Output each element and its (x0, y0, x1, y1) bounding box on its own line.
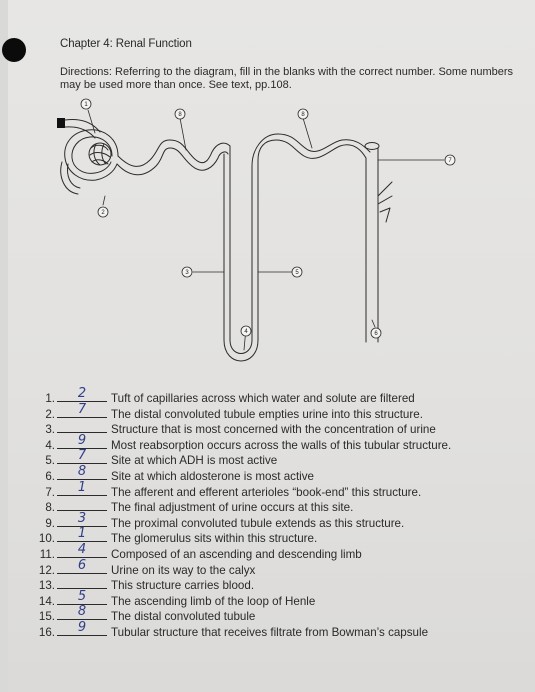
question-number: 3. (45, 423, 55, 437)
handwritten-answer: 1 (77, 479, 87, 495)
answer-blank[interactable] (57, 619, 107, 636)
svg-text:4: 4 (244, 329, 248, 336)
answer-blank[interactable] (57, 526, 107, 542)
marker-8-proximal (175, 109, 185, 119)
svg-text:7: 7 (448, 158, 452, 165)
handwritten-answer: 9 (77, 432, 87, 448)
svg-text:3: 3 (185, 270, 189, 277)
question-number: 2. (45, 407, 55, 421)
question-row (26, 401, 516, 422)
marker-7 (445, 155, 455, 165)
svg-text:8: 8 (178, 112, 182, 119)
question-row (26, 619, 516, 640)
marker-5 (292, 267, 302, 277)
marker-3 (182, 267, 192, 277)
loop-of-henle (224, 340, 258, 361)
question-text: The distal convoluted tubule (111, 610, 256, 624)
marker-4 (241, 326, 251, 336)
marker-6 (371, 328, 381, 338)
answer-blank[interactable] (57, 557, 107, 574)
svg-text:1: 1 (84, 102, 88, 109)
handwritten-answer: 5 (77, 588, 87, 604)
question-number: 13. (38, 579, 55, 593)
question-text: The afferent and efferent arterioles “book-end” this structure. (111, 485, 422, 499)
answer-blank[interactable] (57, 448, 107, 464)
marker-1 (81, 99, 91, 109)
handwritten-answer: 9 (77, 619, 87, 635)
answer-blank[interactable] (57, 510, 107, 527)
question-number: 7. (45, 485, 55, 499)
question-text: The final adjustment of urine occurs at this site. (111, 501, 354, 515)
question-text: The proximal convoluted tubule extends as this structure. (111, 516, 405, 530)
question-text: The glomerulus sits within this structure. (111, 532, 318, 546)
answer-blank[interactable] (57, 401, 107, 418)
svg-text:2: 2 (101, 210, 105, 217)
question-number: 15. (38, 610, 55, 624)
handwritten-answer: 8 (77, 604, 87, 620)
answer-blank[interactable] (57, 541, 107, 558)
directions-text: Directions: Referring to the diagram, fill in the blanks with the correct number. Some numbers may be used more than once. See text, pp.108. (60, 66, 514, 91)
question-number: 5. (45, 454, 55, 468)
handwritten-answer: 2 (77, 386, 87, 401)
question-number: 16. (38, 625, 55, 639)
question-text: This structure carries blood. (111, 579, 255, 593)
question-text: Urine on its way to the calyx (111, 563, 256, 577)
answer-blank[interactable] (57, 577, 107, 589)
question-text: Structure that is most concerned with the concentration of urine (111, 423, 436, 437)
answer-blank[interactable] (57, 588, 107, 605)
handwritten-answer: 3 (77, 510, 87, 526)
answer-blank[interactable] (57, 432, 107, 449)
question-number: 10. (38, 532, 55, 546)
proximal-convoluted-tubule (118, 140, 230, 166)
question-number: 11. (39, 547, 55, 561)
glomerulus (89, 143, 111, 165)
question-text: The ascending limb of the loop of Henle (111, 594, 316, 608)
question-number: 4. (45, 438, 55, 452)
answer-blank[interactable] (57, 604, 107, 620)
handwritten-answer: 7 (77, 448, 87, 464)
answer-blank[interactable] (57, 421, 107, 433)
question-text: Site at which ADH is most active (111, 454, 278, 468)
answer-blank[interactable] (57, 386, 107, 402)
svg-text:5: 5 (295, 270, 299, 277)
question-row (26, 557, 516, 578)
answer-blank[interactable] (57, 499, 107, 511)
question-number: 6. (45, 469, 55, 483)
question-text: Site at which aldosterone is most active (111, 469, 314, 483)
handwritten-answer: 4 (77, 541, 87, 557)
question-text: Composed of an ascending and descending limb (111, 547, 362, 561)
handwritten-answer: 8 (77, 463, 87, 479)
question-number: 1. (45, 392, 55, 405)
question-text: Tuft of capillaries across which water and solute are filtered (111, 392, 415, 405)
question-number: 9. (45, 516, 55, 530)
marker-8-distal (298, 109, 308, 119)
handwritten-answer: 7 (77, 401, 87, 417)
question-text: Tubular structure that receives filtrate from Bowman’s capsule (111, 625, 429, 639)
question-text: Most reabsorption occurs across the walls of this tubular structure. (111, 438, 452, 452)
handwritten-answer: 1 (77, 526, 87, 542)
distal-convoluted-tubule (258, 140, 366, 160)
answer-blank[interactable] (57, 479, 107, 496)
question-list (26, 386, 516, 640)
handwritten-answer: 6 (77, 557, 87, 573)
page-title: Chapter 4: Renal Function (60, 38, 192, 50)
svg-text:8: 8 (301, 112, 305, 119)
question-number: 8. (45, 501, 55, 515)
answer-blank[interactable] (57, 463, 107, 480)
svg-text:6: 6 (374, 331, 378, 338)
question-number: 14. (38, 594, 55, 608)
question-text: The distal convoluted tubule empties urine into this structure. (111, 407, 423, 421)
arteriole-block (57, 118, 65, 128)
question-row (26, 479, 516, 500)
question-number: 12. (38, 563, 55, 577)
marker-2 (98, 207, 108, 217)
